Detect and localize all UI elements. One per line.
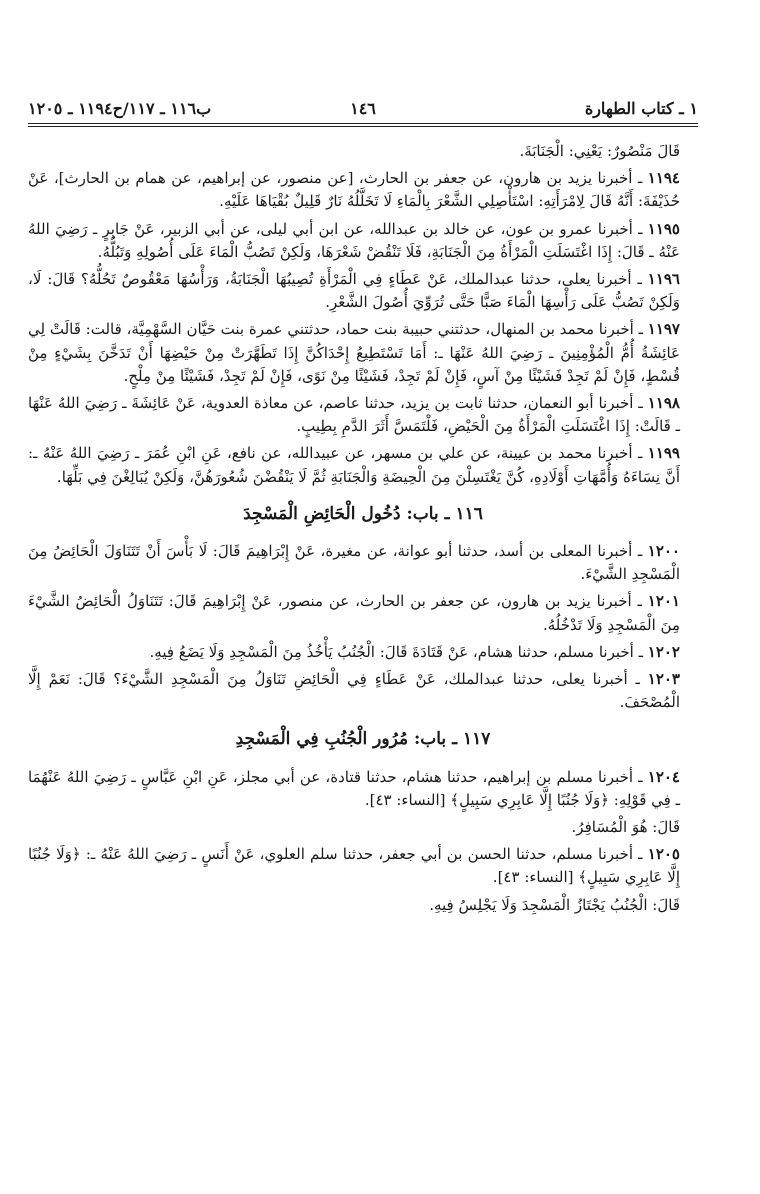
hadith-paragraph: [28, 540, 698, 586]
hadith-number: ١٢٠١: [647, 592, 680, 611]
hadith-text: ـ أخبرنا مسلم بن إبراهيم، حدثنا هشام، حدثنا قتادة، عن أبي مجلز، عَنِ ابْنِ عَبَّاسٍ ـ رَضِيَ اللهُ عَنْهُمَا ـ فِي قَوْلِهِ: ﴿وَلَا جُنُبًا إِلَّا عَابِرِي سَبِيلٍ﴾ [النساء: ٤٣].: [28, 767, 680, 809]
hadith-number: ١١٩٥: [647, 219, 680, 238]
hadith-paragraph: [28, 590, 698, 636]
hadith-paragraph: [28, 641, 698, 664]
hadith-paragraph: [28, 442, 698, 488]
hadith-text: ـ أخبرنا عمرو بن عون، عن خالد بن عبدالله، عن ابن أبي ليلى، عن أبي الزبير، عَنْ جَابِرٍ ـ رَضِيَ اللهُ عَنْهُ ـ قَالَ: إِذَا اغْتَسَلَتِ الْمَرْأَةُ مِنَ الْجَنَابَةِ، فَلَا تَنْقُضْ شَعْرَهَا، وَلَكِنْ تَصُبُّ الْمَاءَ عَلَى أُصُولِهِ وَتَبُلُّهُ.: [28, 219, 680, 261]
page-body: [28, 140, 698, 921]
chapter-heading: ١١٦ ـ باب: دُخُول الْحَائِضِ الْمَسْجِدَ: [243, 503, 483, 524]
hadith-paragraph: [28, 268, 698, 314]
hadith-paragraph: [28, 140, 698, 163]
hadith-text: قَالَ: هُوَ الْمُسَافِرُ.: [571, 818, 680, 837]
hadith-text: ـ أخبرنا المعلى بن أسد، حدثنا أبو عوانة، عن مغيرة، عَنْ إِبْرَاهِيمَ قَالَ: لَا بَأْسَ أَنْ تَتَنَاوَلَ الْحَائِضُ مِنَ الْمَسْجِدِ الشَّيْءَ.: [28, 542, 680, 584]
hadith-number: ١١٩٧: [647, 320, 680, 339]
hadith-text: ـ أخبرنا أبو النعمان، حدثنا ثابت بن يزيد، حدثنا عاصم، عن معاذة العدوية، عَنْ عَائِشَةَ ـ رَضِيَ اللهُ عَنْهَا ـ قَالَتْ: إِذَا اغْتَسَلَتِ الْمَرْأَةُ مِنَ الْحَيْضِ، فَلْتَمَسَّ أَثَرَ الدَّمِ بِطِيبٍ.: [28, 394, 680, 436]
hadith-number: ١٢٠٠: [647, 542, 680, 561]
hadith-text: ـ أخبرنا محمد بن المنهال، حدثتني حبيبة بنت حماد، حدثتني عمرة بنت حَيَّان السَّهْمِيَّة، قالت: قَالَتْ لِي عَائِشَةُ أُمُّ الْمُؤْمِنِينَ ـ رَضِيَ اللهُ عَنْهَا ـ: أَمَا تَسْتَطِيعُ إِحْدَاكُنَّ إِذَا تَطَهَّرَتْ مِنْ حَيْضِهَا أَنْ تَدَخَّنَ بِشَيْءٍ مِنْ قُسْطٍ، فَإِنْ لَمْ تَجِدْ فَشَيْئًا مِنْ آسٍ، فَإِنْ لَمْ تَجِدْ، فَشَيْئًا مِنْ نَوًى، فَإِنْ لَمْ تَجِدْ، فَشَيْئًا مِنْ مِلْحٍ.: [28, 320, 680, 385]
hadith-text: ـ أخبرنا يعلى، حدثنا عبدالملك، عَنْ عَطَاءٍ فِي الْحَائِضِ تَنَاوَلُ مِنَ الْمَسْجِدِ الشَّيْءَ؟ قَالَ: نَعَمْ إِلَّا الْمُصْحَفَ.: [28, 670, 680, 712]
hadith-text: ـ أخبرنا يزيد بن هارون، عن جعفر بن الحارث، عن منصور، عَنْ إِبْرَاهِيمَ قَالَ: تَتَنَاوَلُ الْحَائِضُ الشَّيْءَ مِنَ الْمَسْجِدِ وَلَا تَدْخُلُهُ.: [28, 592, 680, 634]
hadith-number: ١٢٠٤: [647, 767, 680, 786]
hadith-paragraph: [28, 167, 698, 213]
hadith-paragraph: [28, 668, 698, 714]
hadith-text: قَالَ: الْجُنُبُ يَجْتَازُ الْمَسْجِدَ وَلَا يَجْلِسُ فِيهِ.: [429, 895, 680, 914]
page-number: ١٤٦: [350, 99, 376, 118]
hadith-text: ـ أخبرنا مسلم، حدثنا الحسن بن أبي جعفر، حدثنا سلم العلوي، عَنْ أَنَسٍ ـ رَضِيَ اللهُ عَنْهُ ـ: ﴿وَلَا جُنُبًا إِلَّا عَابِرِي سَبِيلٍ﴾ [النساء: ٤٣].: [28, 845, 680, 887]
hadith-number: ١١٩٩: [647, 444, 680, 463]
hadith-paragraph: [28, 766, 698, 812]
hadith-paragraph: [28, 843, 698, 889]
hadith-paragraph: [28, 318, 698, 388]
hadith-paragraph: [28, 894, 698, 917]
hadith-paragraph: [28, 218, 698, 264]
chapter-hadith-range: ب١١٦ ـ ١١٧/ح١١٩٤ ـ ١٢٠٥: [28, 99, 212, 118]
hadith-number: ١١٩٨: [647, 394, 680, 413]
hadith-number: ١٢٠٢: [647, 642, 680, 661]
hadith-text: ـ أخبرنا يزيد بن هارون، عن جعفر بن الحارث، [عن منصور، عن إبراهيم، عن همام بن الحارث]، عَنْ حُذَيْفَةَ: أَنَّهُ قَالَ لِامْرَأَتِهِ: اسْتَأْصِلِي الشَّعْرَ بِالْمَاءِ لَا تَخَلَّلُهُ نَارٌ قَلِيلٌ بُقْيَاهَا عَلَيْهِ.: [28, 169, 680, 211]
hadith-number: ١٢٠٥: [647, 845, 680, 864]
hadith-text: ـ أخبرنا مسلم، حدثنا هشام، عَنْ قَتَادَةَ قَالَ: الْجُنُبُ يَأْخُذُ مِنَ الْمَسْجِدِ وَلَا يَضَعُ فِيهِ.: [149, 642, 648, 661]
hadith-number: ١١٩٦: [647, 270, 680, 289]
hadith-number: ١٢٠٣: [647, 670, 680, 689]
header-rule-thin: [28, 126, 698, 127]
hadith-text: ـ أخبرنا يعلى، حدثنا عبدالملك، عَنْ عَطَاءٍ فِي الْمَرْأَةِ تُصِيبُهَا الْجَنَابَةُ، وَرَأْسُهَا مَعْقُوصٌ تَحُلُّهُ؟ قَالَ: لَا، وَلَكِنْ تَصُبُّ عَلَى رَأْسِهَا الْمَاءَ صَبًّا حَتَّى تُرَوِّيَ أُصُولَ الشَّعْرِ.: [28, 270, 680, 312]
hadith-text: قَالَ مَنْصُورٌ: يَعْنِي: الْجَنَابَةَ.: [519, 142, 680, 160]
page-header: [28, 88, 698, 118]
book-title: ١ ـ كتاب الطهارة: [584, 99, 698, 118]
hadith-number: ١١٩٤: [647, 169, 680, 188]
header-rule: [28, 123, 698, 124]
hadith-paragraph: [28, 816, 698, 839]
chapter-heading: ١١٧ ـ باب: مُرُور الْجُنُبِ فِي الْمَسْجِدِ: [235, 729, 491, 750]
hadith-text: ـ أخبرنا محمد بن عيينة، عن علي بن مسهر، عن عبيدالله، عن نافع، عَنِ ابْنِ عُمَرَ ـ رَضِيَ اللهُ عَنْهُ ـ: أَنَّ نِسَاءَهُ وَأُمَّهَاتِ أَوْلَادِهِ، كُنَّ يَغْتَسِلْنَ مِنَ الْحِيضَةِ وَالْجَنَابَةِ ثُمَّ لَا يَنْقُضْنَ شُعُورَهُنَّ، وَلَكِنْ يُبَالِغْنَ فِي بَلِّهَا.: [28, 444, 680, 486]
hadith-paragraph: [28, 392, 698, 438]
